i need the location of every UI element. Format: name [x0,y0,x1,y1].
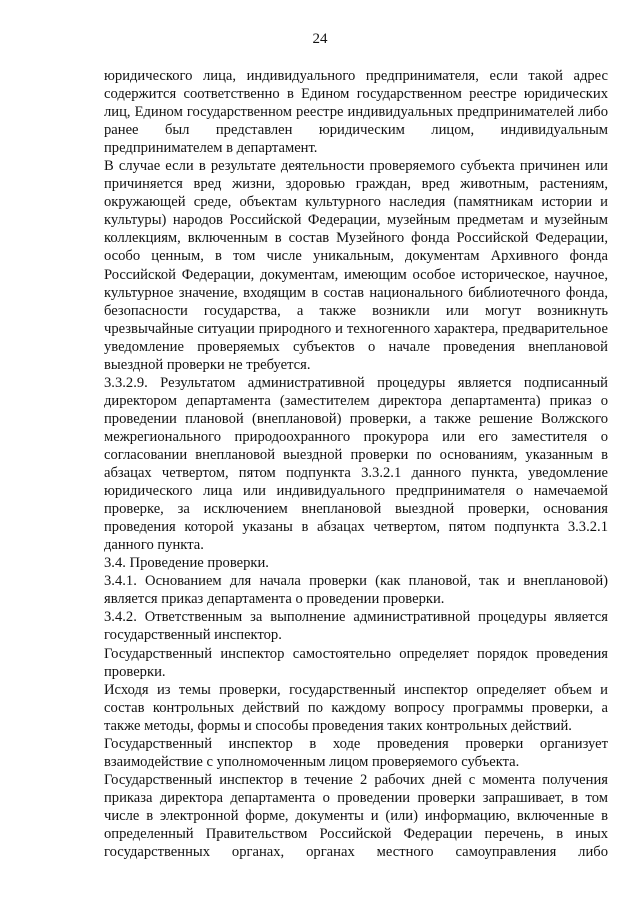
paragraph-inspector-order: Государственный инспектор самостоятельно определяет порядок проведения проверки. [104,645,608,680]
paragraph-3-4-1: 3.4.1. Основанием для начала проверки (как плановой, так и внеплановой) является приказ департамента о проведении проверки. [104,573,608,608]
section-3-4-heading: 3.4. Проведение проверки. [104,555,269,572]
page-body [104,67,608,861]
paragraph-legal-entity-address: юридического лица, индивидуального предпринимателя, если такой адрес содержится соответственно в Едином государственном реестре юридических лиц, Едином государственном реестре индивидуальных предпринимателей либо ранее был представлен юридическим лицом, индивидуальным предпринимателем в департамент. [104,68,608,157]
paragraph-inspector-interaction: Государственный инспектор в ходе проведения проверки организует взаимодействие с уполномоченным лицом проверяемого субъекта. [104,735,608,770]
page-number: 24 [312,31,328,47]
paragraph-3-4-2: 3.4.2. Ответственным за выполнение административной процедуры является государственный инспектор. [104,609,608,644]
paragraph-inspector-scope: Исходя из темы проверки, государственный инспектор определяет объем и состав контрольных действий по каждому вопросу программы проверки, а также методы, формы и способы проведения таких контрольных действий. [104,681,608,734]
paragraph-3-3-2-9: 3.3.2.9. Результатом административной процедуры является подписанный директором департамента (заместителем директора департамента) приказ о проведении плановой (внеплановой) проверки, а также решение Волжского межрегионального природоохранного прокурора или его заместителя о согласовании внеплановой выездной проверки по основаниям, указанным в абзацах четвертом, пятом подпункта 3.3.2.1 данного пункта, уведомление юридического лица или индивидуального предпринимателя о намечаемой проверке, за исключением внеплановой выездной проверки, основания проведения которой указаны в абзацах четвертом, пятом подпункта 3.3.2.1 данного пункта. [104,374,608,554]
paragraph-harm-no-notice: В случае если в результате деятельности проверяемого субъекта причинен или причиняется вред жизни, здоровью граждан, вред животным, растениям, окружающей среде, объектам культурного наследия (памятникам истории и культуры) народов Российской Федерации, музейным предметам и музейным коллекциям, включенным в состав Музейного фонда Российской Федерации, особо ценным, в том числе уникальным, документам Архивного фонда Российской Федерации, документам, имеющим особое историческое, научное, культурное значение, входящим в состав национального библиотечного фонда, безопасности государства, а также возникли или могут возникнуть чрезвычайные ситуации природного и техногенного характера, предварительное уведомление проверяемых субъектов о начале проведения внеплановой выездной проверки не требуется. [104,158,608,373]
paragraph-inspector-requests: Государственный инспектор в течение 2 рабочих дней с момента получения приказа директора департамента о проведении проверки запрашивает, в том числе в электронной форме, документы и (или) информацию, включенные в определенный Правительством Российской Федерации перечень, в иных государственных органах, органах местного самоуправления либо [104,771,608,861]
